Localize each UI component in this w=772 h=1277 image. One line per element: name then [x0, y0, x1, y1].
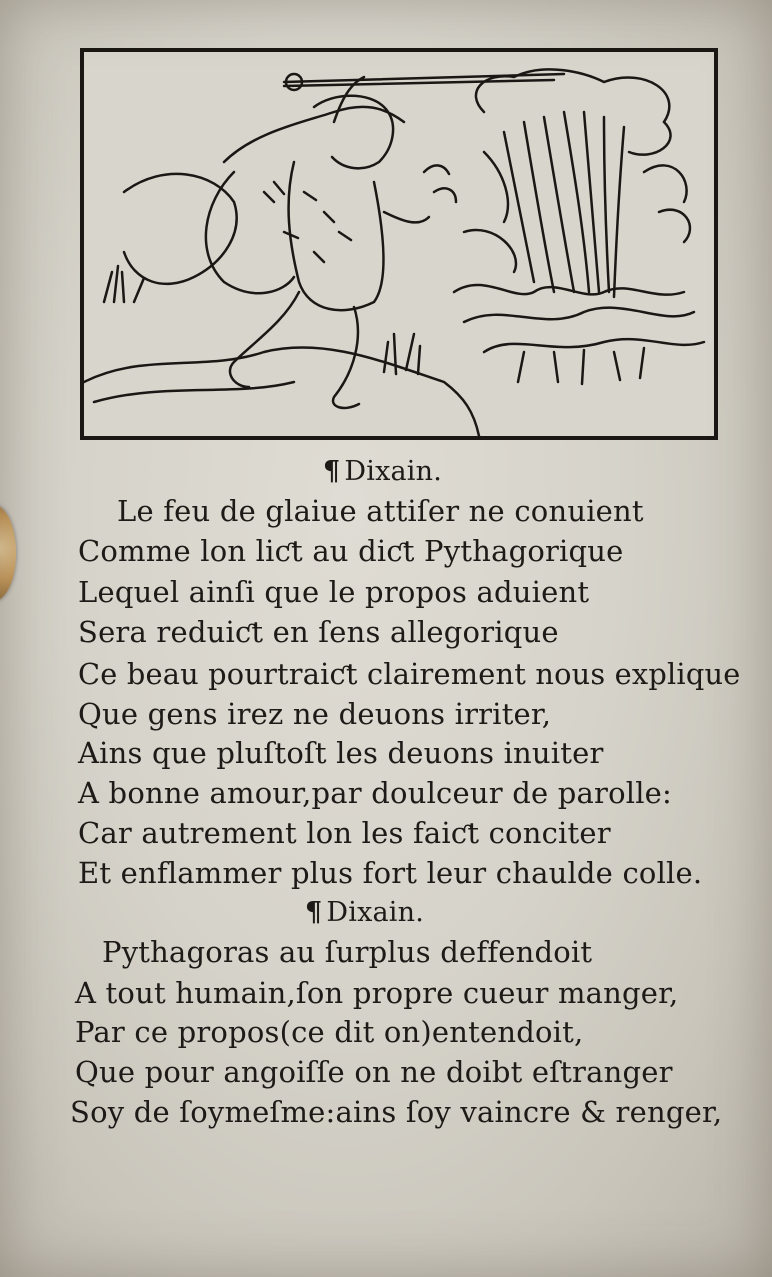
- verse-line: Par ce propos(ce dit on)entendoit,: [75, 1015, 584, 1049]
- verse-line: Que gens irez ne deuons irriter,: [78, 697, 552, 731]
- verse-line: Lequel ainſi que le propos aduient: [78, 575, 590, 609]
- poem-heading: [323, 454, 442, 490]
- woodcut-figure-with-sword-and-fire: [84, 52, 714, 436]
- verse-line: A tout humain,ſon propre cueur manger,: [75, 976, 679, 1010]
- pilcrow-icon: ¶: [323, 456, 341, 487]
- verse-line: Sera reduiƈt en ſens allegorique: [78, 615, 559, 649]
- heading-text: Dixain.: [326, 897, 425, 928]
- heading-text: Dixain.: [344, 456, 443, 487]
- verse-line: Car autrement lon les faiƈt conciter: [78, 816, 611, 850]
- verse-line: Ains que pluſtoſt les deuons inuiter: [78, 736, 604, 770]
- verse-line: Que pour angoiſſe on ne doibt eſtranger: [75, 1055, 673, 1089]
- poem-heading: [305, 895, 424, 931]
- verse-line: Et enflammer plus fort leur chaulde colle.: [78, 856, 703, 890]
- verse-line: A bonne amour,par doulceur de parolle:: [78, 776, 673, 810]
- verse-line: Soy de ſoymeſme:ains ſoy vaincre & renger,: [70, 1095, 723, 1129]
- verse-line: Ce beau pourtraiƈt clairement nous explique: [78, 657, 741, 691]
- verse-line: Comme lon liƈt au diƈt Pythagorique: [78, 534, 624, 568]
- woodcut-illustration: [80, 48, 718, 440]
- verse-line: Le feu de glaiue attiſer ne conuient: [117, 494, 644, 528]
- pilcrow-icon: ¶: [305, 897, 323, 928]
- verse-line: Pythagoras au ſurplus deffendoit: [102, 935, 593, 969]
- thumb-finger: [0, 505, 16, 601]
